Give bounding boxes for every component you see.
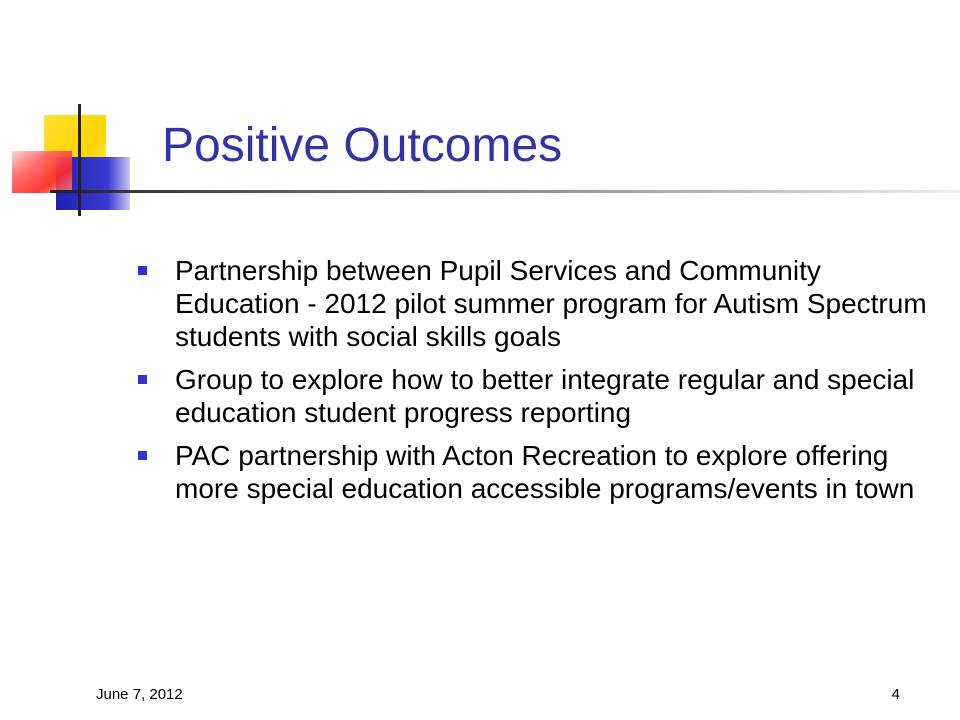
bullet-text: PAC partnership with Acton Recreation to explore offering more special education accessible programs/events in town — [175, 440, 915, 504]
square-bullet-icon — [138, 266, 147, 275]
title-rule — [50, 190, 960, 193]
slide-title: Positive Outcomes — [162, 119, 563, 172]
red-square — [12, 151, 72, 193]
square-bullet-icon — [138, 451, 147, 460]
bullet-item — [138, 439, 928, 505]
bullet-item — [138, 363, 928, 429]
bullet-text: Partnership between Pupil Services and Community Education - 2012 pilot summer program for Autism Spectrum students with social skills goals — [175, 255, 927, 352]
bullet-text: Group to explore how to better integrate regular and special education student progress reporting — [175, 364, 915, 428]
vertical-rule — [78, 104, 81, 216]
bullet-item — [138, 254, 928, 353]
footer-date: June 7, 2012 — [96, 686, 183, 703]
page-number: 4 — [891, 686, 900, 703]
square-bullet-icon — [138, 375, 147, 384]
bullet-list — [138, 254, 928, 515]
